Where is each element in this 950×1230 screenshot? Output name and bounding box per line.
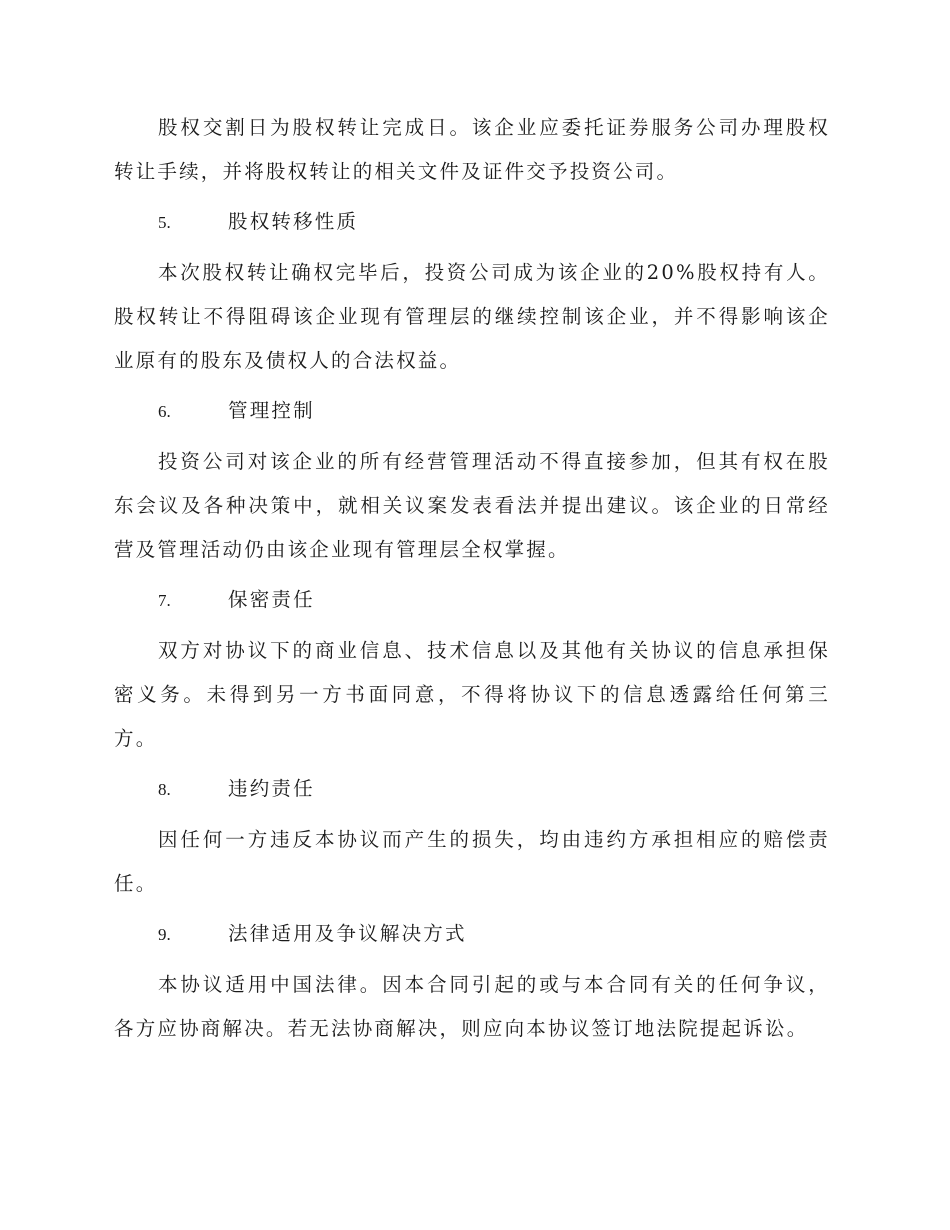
section-title: 股权转移性质 bbox=[228, 210, 359, 233]
section-8 bbox=[114, 767, 830, 906]
section-number: 7. bbox=[158, 591, 171, 610]
section-title: 管理控制 bbox=[228, 399, 315, 422]
section-paragraph: 因任何一方违反本协议而产生的损失，均由违约方承担相应的赔偿责任。 bbox=[114, 828, 830, 895]
section-9 bbox=[114, 912, 830, 1051]
section-number: 9. bbox=[158, 925, 171, 944]
document-body bbox=[114, 106, 830, 1057]
section-paragraph: 本次股权转让确权完毕后，投资公司成为该企业的20%股权持有人。股权转让不得阻碍该企业现有管理层的继续控制该企业，并不得影响该企业原有的股东及债权人的合法权益。 bbox=[114, 261, 830, 372]
section-number: 5. bbox=[158, 213, 171, 232]
section-number: 6. bbox=[158, 402, 171, 421]
section-heading-8 bbox=[114, 767, 830, 812]
section-share-delivery bbox=[114, 106, 830, 194]
section-heading-9 bbox=[114, 912, 830, 957]
section-paragraph: 双方对协议下的商业信息、技术信息以及其他有关协议的信息承担保密义务。未得到另一方书面同意，不得将协议下的信息透露给任何第三方。 bbox=[114, 639, 830, 750]
section-5 bbox=[114, 200, 830, 383]
section-7 bbox=[114, 578, 830, 761]
section-heading-5 bbox=[114, 200, 830, 245]
section-title: 保密责任 bbox=[228, 588, 315, 611]
section-title: 违约责任 bbox=[228, 777, 315, 800]
section-6 bbox=[114, 389, 830, 572]
section-heading-7 bbox=[114, 578, 830, 623]
paragraph-share-delivery: 股权交割日为股权转让完成日。该企业应委托证券服务公司办理股权转让手续，并将股权转让的相关文件及证件交予投资公司。 bbox=[114, 116, 830, 183]
section-number: 8. bbox=[158, 780, 171, 799]
section-paragraph: 投资公司对该企业的所有经营管理活动不得直接参加，但其有权在股东会议及各种决策中，就相关议案发表看法并提出建议。该企业的日常经营及管理活动仍由该企业现有管理层全权掌握。 bbox=[114, 450, 830, 561]
section-paragraph: 本协议适用中国法律。因本合同引起的或与本合同有关的任何争议，各方应协商解决。若无法协商解决，则应向本协议签订地法院提起诉讼。 bbox=[114, 973, 830, 1040]
section-title: 法律适用及争议解决方式 bbox=[228, 922, 467, 945]
section-heading-6 bbox=[114, 389, 830, 434]
